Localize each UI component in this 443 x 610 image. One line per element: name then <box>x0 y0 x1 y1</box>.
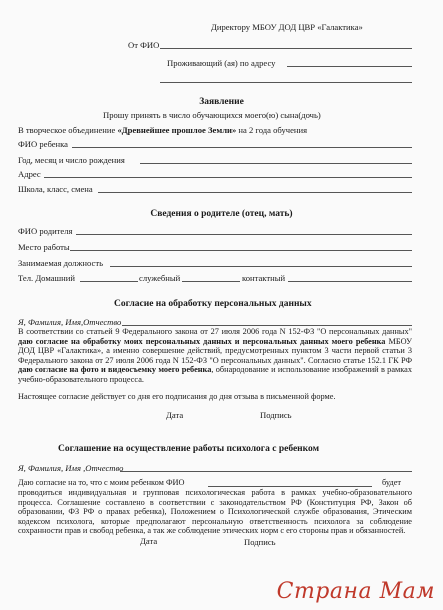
psych-will: будет <box>382 478 402 487</box>
workplace-field[interactable] <box>70 250 412 251</box>
psych-name-field[interactable] <box>120 471 412 472</box>
consent-validity: Настоящее согласие действует со дня его подписания до дня отзыва в письменной форме. <box>18 392 336 401</box>
parent-title: Сведения о родителе (отец, мать) <box>150 209 293 219</box>
application-request: Прошу принять в число обучающихся моего(ю) сына(дочь) <box>103 110 321 120</box>
phone-contact-label: контактный <box>242 273 286 283</box>
child-address-label: Адрес <box>18 169 41 179</box>
child-address-field[interactable] <box>44 177 412 178</box>
association-name: «Древнейшее прошлое Земли» <box>117 125 237 135</box>
child-name-field[interactable] <box>72 147 412 148</box>
consent-name-label: Я, Фамилия, Имя,Отчество <box>18 317 122 327</box>
consent-paragraph <box>18 327 412 385</box>
consent-date-label: Дата <box>166 410 184 420</box>
psych-title: Соглашение на осуществление работы психолога с ребенком <box>58 444 320 454</box>
psych-signature-label: Подпись <box>244 537 276 547</box>
parent-name-label: ФИО родителя <box>18 226 73 236</box>
psych-name-label: Я, Фамилия, Имя ,Отчество <box>18 463 124 473</box>
parent-name-field[interactable] <box>76 234 412 235</box>
psych-paragraph: проводиться индивидуальная и групповая психологическая работа в рамках учебно-образовательного процесса. Соглашение составлено в соответствии с законодательством РФ (Конституция РФ, Закон об образовании, ФЗ РФ о правах ребенка), Положением о Психологической службе образования, Этическим кодексом психолога, которые предполагают персональную ответственность психолога за соблюдение сохранности прав и свобод ребенка, а так же соблюдение этических норм с его стороны прав и обязанностей. <box>18 488 412 536</box>
consent-p1-c: МБОУ ДОД ЦВР «Галактика», а именно совершение действий, предусмотренных пунктом 3 части первой статьи 3 Федерального закона от 27 июля 2006 года N 152-ФЗ "О персональных данных". Согласно статье 152.1 ГК РФ <box>18 336 412 365</box>
school-label: Школа, класс, смена <box>18 184 93 194</box>
position-field[interactable] <box>110 266 412 267</box>
workplace-label: Место работы <box>18 242 70 252</box>
birth-date-field[interactable] <box>140 163 412 164</box>
phone-contact-field[interactable] <box>288 281 412 282</box>
watermark-logo: Страна Мам <box>276 579 435 604</box>
phone-home-label: Тел. Домашний <box>18 273 75 283</box>
consent-p1-b: даю согласие на обработку моих персональных данных и персональных данных моего ребенка <box>18 336 386 346</box>
consent-p1-d: даю согласие на фото и видеосъемку моего ребенка <box>18 365 212 375</box>
phone-work-label: служебный <box>139 273 181 283</box>
association-prefix: В творческое объединение <box>18 125 118 135</box>
psych-child-label: Даю согласие на то, что с моим ребенком ФИО <box>18 478 185 487</box>
consent-p1-a: В соответствии со статьей 9 Федерального закона от 27 июля 2006 года N 152-ФЗ "О персональных данных" <box>18 327 412 336</box>
address-label: Проживающий (ая) по адресу <box>167 58 276 68</box>
from-name-field[interactable] <box>160 48 412 49</box>
association-suffix: на 2 года обучения <box>236 125 308 135</box>
child-name-label: ФИО ребенка <box>18 139 68 149</box>
application-title: Заявление <box>199 97 244 107</box>
address-field[interactable] <box>287 66 412 67</box>
psych-date-label: Дата <box>140 536 158 546</box>
consent-name-field[interactable] <box>122 325 412 326</box>
consent-p1-e: , обнародование и использование изображений в рамках учебно-образовательного процесса. <box>18 365 413 384</box>
phone-home-field[interactable] <box>80 281 138 282</box>
consent-signature-label: Подпись <box>260 410 292 420</box>
address-field-2[interactable] <box>160 82 412 83</box>
consent-title: Согласие на обработку персональных данных <box>114 299 312 309</box>
addressee: Директору МБОУ ДОД ЦВР «Галактика» <box>211 22 363 32</box>
position-label: Занимаемая должность <box>18 258 104 268</box>
phone-work-field[interactable] <box>182 281 240 282</box>
school-field[interactable] <box>98 192 412 193</box>
association-line <box>18 125 307 135</box>
from-label: От ФИО <box>128 40 160 50</box>
psych-child-field[interactable] <box>208 486 372 487</box>
birth-date-label: Год, месяц и число рождения <box>18 155 125 165</box>
